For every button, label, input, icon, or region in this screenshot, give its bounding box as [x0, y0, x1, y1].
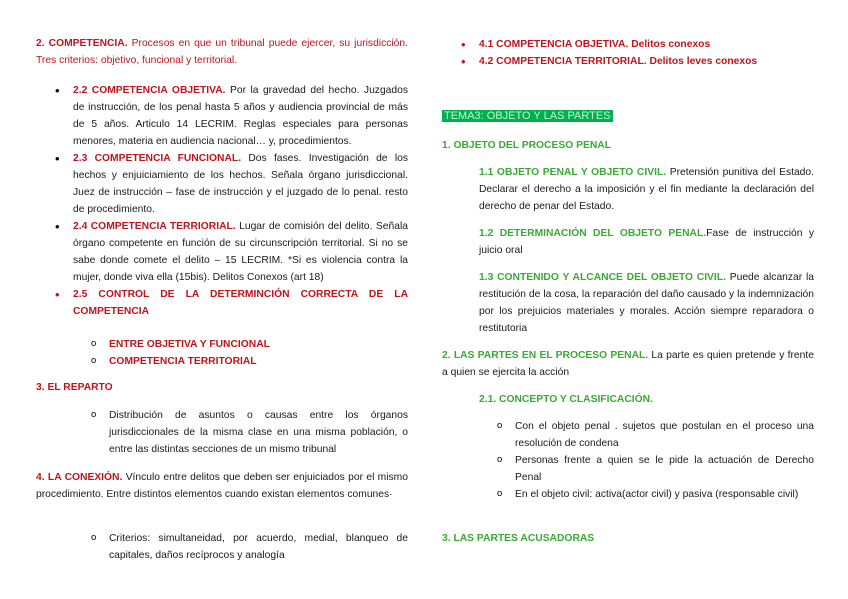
tema-heading: TEMA3: OBJETO Y LAS PARTES — [444, 110, 611, 122]
list-item — [73, 286, 408, 320]
list-item — [109, 407, 408, 458]
section-2-paragraph — [442, 347, 814, 381]
paragraph-title: 1.1 OBJETO PENAL Y OBJETO CIVIL. — [479, 167, 667, 178]
control-sublist — [109, 336, 409, 370]
item-title: 2.5 CONTROL DE LA DETERMINCIÓN CORRECTA DE LA COMPETENCIA — [73, 289, 408, 317]
paragraph-title: 1.3 CONTENIDO Y ALCANCE DEL OBJETO CIVIL. — [479, 272, 726, 283]
paragraph-text: Fase de instrucción y juicio oral — [479, 228, 814, 256]
section-2-text: La parte es quien pretende y frente a quien se ejercita la acción — [442, 350, 814, 378]
section-2-heading: 2. COMPETENCIA. — [36, 38, 128, 49]
subsection-2-1-heading: 2.1. CONCEPTO Y CLASIFICACIÓN. — [479, 394, 653, 405]
item-text: Criterios: simultaneidad, por acuerdo, medial, blanqueo de capitales, daños recíprocos y analogía — [109, 533, 408, 561]
list-item — [109, 353, 409, 370]
paragraph-1-2 — [479, 225, 814, 259]
tema-heading-line — [442, 108, 613, 125]
partes-list — [515, 418, 814, 503]
item-text: COMPETENCIA TERRITORIAL — [109, 356, 257, 367]
section-4-heading: 4. LA CONEXIÓN. — [36, 472, 123, 483]
section-2-paragraph — [36, 35, 408, 69]
list-item — [515, 418, 814, 452]
item-title: 4.2 COMPETENCIA TERRITORIAL. — [479, 56, 647, 67]
list-item — [479, 53, 814, 70]
list-item — [515, 486, 814, 503]
item-text: Lugar de comisión del delito. Señala órgano competente en función de su circunscripción territorial. Si no se sabe donde comete el delito – 15 LECRIM. *Si es violencia contra la mujer, donde viva ella (15bis). Delitos Conexos (art 18) — [73, 221, 408, 283]
competencia-list — [73, 82, 408, 320]
item-title: 2.2 COMPETENCIA OBJETIVA. — [73, 85, 226, 96]
item-text: Con el objeto penal . sujetos que postulan en el proceso una resolución de condena — [515, 421, 814, 449]
item-text: Por la gravedad del hecho. Juzgados de instrucción, de los penal hasta 5 años y audiencia provincial de más de 5 años. Articulo 14 LECRIM. Reglas especiales para personas menores, materia en audiencia nacional… y, procedimientos. — [73, 85, 408, 147]
section-1-heading: 1. OBJETO DEL PROCESO PENAL — [442, 140, 611, 151]
section-3-heading: 3. LAS PARTES ACUSADORAS — [442, 533, 595, 544]
reparto-list — [109, 407, 408, 458]
item-title: 2.3 COMPETENCIA FUNCIONAL. — [73, 153, 242, 164]
list-item — [73, 150, 408, 218]
list-item — [515, 452, 814, 486]
paragraph-1-3 — [479, 269, 814, 337]
item-title: 2.4 COMPETENCIA TERRIORIAL. — [73, 221, 236, 232]
section-2-heading: 2. LAS PARTES EN EL PROCESO PENAL. — [442, 350, 649, 361]
item-text: Distribución de asuntos o causas entre los órganos jurisdiccionales de la misma clase en una misma población, o entre las distintas secciones de un mismo tribunal — [109, 410, 408, 455]
paragraph-text: Pretensión punitiva del Estado. Declarar el derecho a la imposición y el fin mediante la declaración del derecho de penar del Estado. — [479, 167, 814, 212]
section-4-text: Vínculo entre delitos que deben ser enjuiciados por el mismo procedimiento. Entre distintos elementos cuando existan elementos comunes· — [36, 472, 408, 500]
item-text: Delitos conexos — [631, 39, 711, 50]
paragraph-title: 1.2 DETERMINACIÓN DEL OBJETO PENAL. — [479, 228, 707, 239]
section-2-text: Procesos en que un tribunal puede ejercer, su jurisdicción. Tres criterios: objetivo, funcional y territorial. — [36, 38, 408, 66]
conexion-competencia-list — [479, 36, 814, 70]
section-4-paragraph — [36, 469, 408, 503]
item-text: En el objeto civil: activa(actor civil) y pasiva (responsable civil) — [515, 489, 799, 500]
item-text: Dos fases. Investigación de los hechos y enjuiciamiento de los hechos. Señala órgano jurisdiccional. Juez de instrucción – fase de instrucción y el juzgado de lo penal. resto de procedimiento. — [73, 153, 408, 215]
list-item — [479, 36, 814, 53]
paragraph-text: Puede alcanzar la restitución de la cosa, la reparación del daño causado y la indemnización por los prejuicios materiales y morales. Acción siempre reparadora o restitutoria — [479, 272, 814, 334]
conexion-list — [109, 530, 408, 564]
item-text: ENTRE OBJETIVA Y FUNCIONAL — [109, 339, 270, 350]
list-item — [109, 530, 408, 564]
item-title: 4.1 COMPETENCIA OBJETIVA. — [479, 39, 629, 50]
item-text: Personas frente a quien se le pide la actuación de Derecho Penal — [515, 455, 814, 483]
list-item — [73, 218, 408, 286]
paragraph-1-1 — [479, 164, 814, 215]
list-item — [109, 336, 409, 353]
list-item — [73, 82, 408, 150]
item-text: Delitos leves conexos — [649, 56, 758, 67]
section-3-heading: 3. EL REPARTO — [36, 382, 113, 393]
